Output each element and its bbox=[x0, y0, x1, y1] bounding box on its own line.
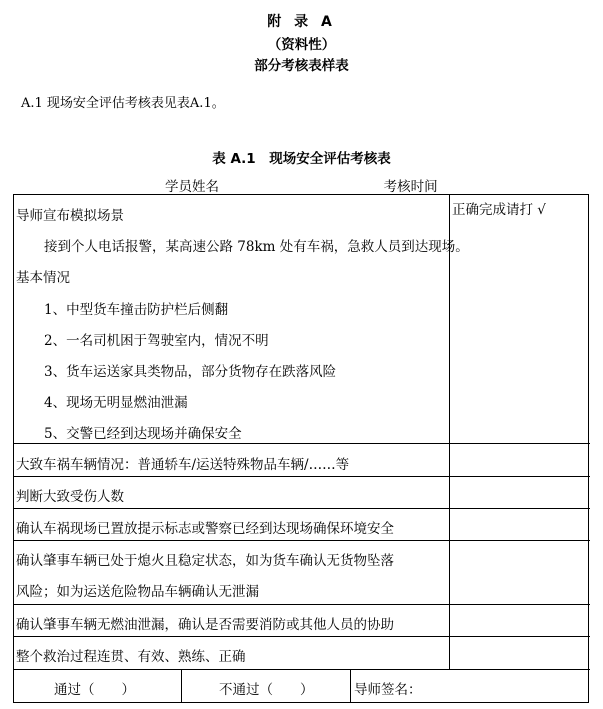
check-column-header: 正确完成请打 √ bbox=[452, 202, 546, 218]
assessment-item: 风险；如为运送危险物品车辆确认无泄漏 bbox=[16, 584, 259, 600]
row-divider bbox=[14, 508, 590, 509]
fail-checkbox[interactable]: 不通过（ ） bbox=[219, 682, 314, 698]
situation-item: 5、交警已经到达现场并确保安全 bbox=[44, 426, 242, 442]
appendix-nature: （资料性） bbox=[267, 37, 336, 53]
assessment-table bbox=[13, 194, 589, 703]
intro-paragraph: A.1 现场安全评估考核表见表A.1。 bbox=[21, 96, 225, 111]
row-divider bbox=[14, 476, 590, 477]
assessment-item: 确认肇事车辆无燃油泄漏，确认是否需要消防或其他人员的协助 bbox=[16, 617, 394, 633]
situation-item: 1、中型货车撞击防护栏后侧翻 bbox=[44, 302, 229, 318]
exam-time-field[interactable] bbox=[438, 179, 529, 195]
assessment-item: 大致车祸车辆情况：普通轿车/运送特殊物品车辆/……等 bbox=[16, 457, 350, 473]
situation-item: 4、现场无明显燃油泄漏 bbox=[44, 395, 188, 411]
assessment-item: 整个救治过程连贯、有效、熟练、正确 bbox=[16, 649, 246, 665]
assessment-item: 判断大致受伤人数 bbox=[16, 489, 124, 505]
appendix-subtitle: 部分考核表样表 bbox=[254, 58, 349, 74]
mentor-signature-label: 导师签名： bbox=[354, 682, 422, 698]
appendix-title: 附 录 A bbox=[267, 14, 336, 30]
pass-checkbox[interactable]: 通过（ ） bbox=[54, 682, 135, 698]
situation-item: 2、一名司机困于驾驶室内，情况不明 bbox=[44, 333, 269, 349]
row-divider bbox=[14, 604, 590, 605]
footer-divider bbox=[350, 669, 351, 703]
scenario-text: 接到个人电话报警，某高速公路 78km 处有车祸，急救人员到达现场。 bbox=[44, 239, 469, 255]
assessment-item: 确认肇事车辆已处于熄火且稳定状态，如为货车确认无货物坠落 bbox=[16, 553, 394, 569]
assessment-item: 确认车祸现场已置放提示标志或警察已经到达现场确保环境安全 bbox=[16, 521, 394, 537]
situation-item: 3、货车运送家具类物品，部分货物存在跌落风险 bbox=[44, 364, 337, 380]
row-divider bbox=[14, 540, 590, 541]
row-divider bbox=[14, 636, 590, 637]
exam-time-label: 考核时间 bbox=[383, 179, 438, 195]
table-title: 表 A.1 现场安全评估考核表 bbox=[212, 151, 391, 167]
row-divider bbox=[14, 443, 590, 444]
form-fields bbox=[165, 175, 529, 195]
student-name-field[interactable] bbox=[219, 179, 361, 195]
check-column-divider bbox=[449, 195, 450, 669]
student-name-label: 学员姓名 bbox=[165, 179, 219, 195]
scenario-label: 导师宣布模拟场景 bbox=[16, 208, 124, 224]
footer-divider bbox=[181, 669, 182, 703]
row-divider bbox=[14, 669, 590, 670]
basic-situation-label: 基本情况 bbox=[16, 270, 70, 286]
